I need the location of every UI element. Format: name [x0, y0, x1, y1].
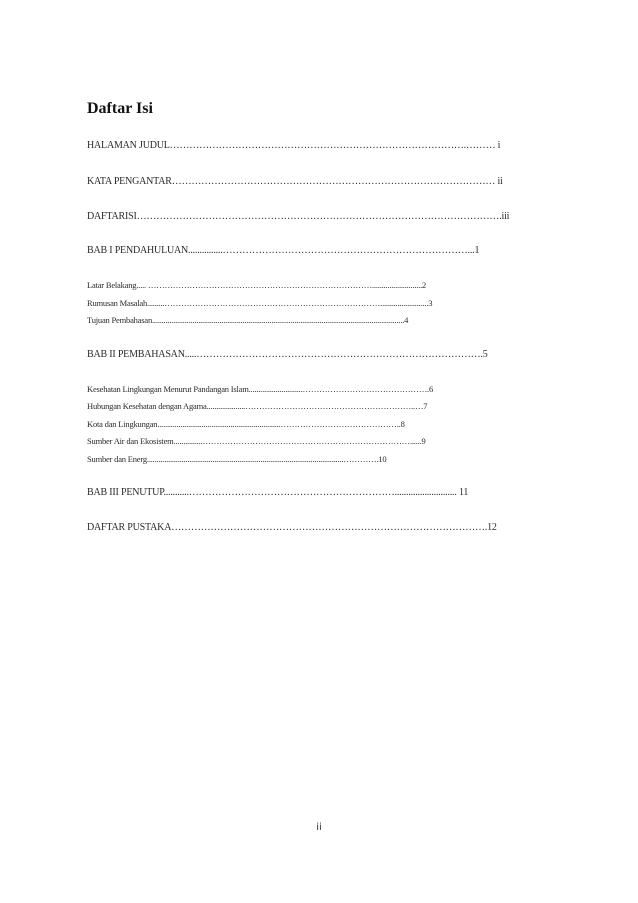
toc-entry-hubungan-kesehatan[interactable]: Hubungan Kesehatan dengan Agama....................……………………………………………………..…7 — [87, 401, 428, 411]
toc-entry-tujuan-pembahasan[interactable]: Tujuan Pembahasan...................................................................................................................................4 — [87, 315, 409, 325]
toc-entry-kata-pengantar[interactable]: KATA PENGANTAR……………………………………………………………………………………… ii — [87, 176, 503, 187]
toc-entry-rumusan-masalah[interactable]: Rumusan Masalah.........…………………………………………………………………….........................3 — [87, 298, 433, 308]
toc-entry-daftar-isi[interactable]: DAFTARISI………………………………………………………………………………………………….iii — [87, 211, 510, 222]
toc-entry-bab-1[interactable]: BAB I PENDAHULUAN...............…………………………………………………………………...1 — [87, 245, 480, 256]
toc-entry-halaman-judul[interactable]: HALAMAN JUDUL……………………………………………………………………………….……… i — [87, 140, 501, 151]
toc-entry-bab-2[interactable]: BAB II PEMBAHASAN.....…………………………………………………………………………….5 — [87, 349, 488, 360]
toc-entry-daftar-pustaka[interactable]: DAFTAR PUSTAKA…………………………………………………………………………………….12 — [87, 522, 497, 533]
toc-entry-kesehatan-lingkungan[interactable]: Kesehatan Lingkungan Menurut Pandangan Islam............................……………………………………….6 — [87, 384, 434, 394]
toc-entry-latar-belakang[interactable]: Latar Belakang..... ………………………………………………………………………..........................2 — [87, 280, 427, 290]
toc-entry-bab-3[interactable]: BAB III PENUTUP...........………………………………………………………........................... 11 — [87, 487, 469, 498]
page-number: ii — [316, 822, 322, 833]
page-title: Daftar Isi — [87, 100, 153, 117]
toc-entry-sumber-air[interactable]: Sumber Air dan Ekosistem...............…………………………………………………………………......9 — [87, 436, 426, 446]
toc-entry-kota-lingkungan[interactable]: Kota dan Lingkungan................................................................……………………………………..8 — [87, 419, 405, 429]
toc-entry-sumber-energi[interactable]: Sumber dan Energ......................................................................................................………….10 — [87, 454, 387, 464]
